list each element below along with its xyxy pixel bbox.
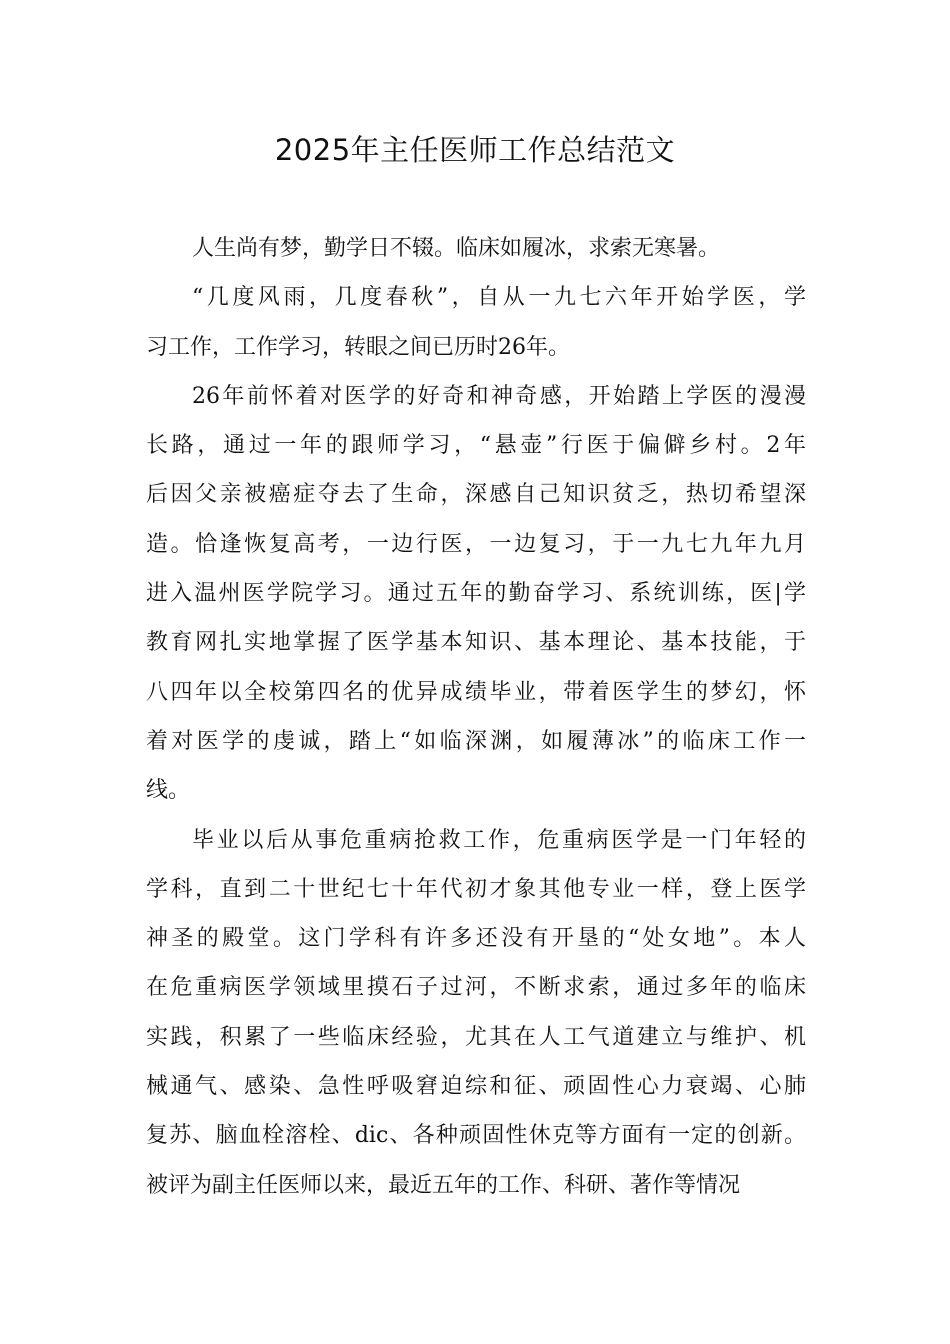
paragraph-line: 着对医学的虔诚，踏上“如临深渊，如履薄冰”的临床工作一: [146, 728, 806, 754]
paragraph-line: 26年前怀着对医学的好奇和神奇感，开始踏上学医的漫漫: [192, 383, 806, 409]
paragraph-line: 学科，直到二十世纪七十年代初才象其他专业一样，登上医学: [146, 876, 806, 902]
document-title: 2025年主任医师工作总结范文: [274, 133, 676, 167]
paragraph-line: 后因父亲被癌症夺去了生命，深感自己知识贫乏，热切希望深: [146, 482, 806, 508]
document-body: [146, 224, 806, 1210]
paragraph-line: 八四年以全校第四名的优异成绩毕业，带着医学生的梦幻，怀: [146, 679, 806, 705]
paragraph-line: 造。恰逢恢复高考，一边行医，一边复习，于一九七九年九月: [146, 531, 806, 557]
paragraph-line: 械通气、感染、急性呼吸窘迫综和征、顽固性心力衰竭、心肺: [146, 1074, 806, 1100]
paragraph-line: 神圣的殿堂。这门学科有许多还没有开垦的“处女地”。本人: [146, 926, 806, 952]
paragraph-line: 进入温州医学院学习。通过五年的勤奋学习、系统训练，医|学: [146, 581, 806, 607]
paragraph-line: 长路，通过一年的跟师学习，“悬壶”行医于偏僻乡村。2年: [146, 433, 806, 459]
paragraph-line: 习工作，工作学习，转眼之间已历时26年。: [146, 334, 570, 360]
paragraph-line: 人生尚有梦，勤学日不辍。临床如履冰，求索无寒暑。: [192, 236, 721, 261]
paragraph-line: 实践，积累了一些临床经验，尤其在人工气道建立与维护、机: [146, 1024, 806, 1050]
paragraph-line: 被评为副主任医师以来，最近五年的工作、科研、著作等情况: [146, 1172, 741, 1198]
paragraph-line: 教育网扎实地掌握了医学基本知识、基本理论、基本技能，于: [146, 630, 806, 656]
paragraph-line: “几度风雨，几度春秋”，自从一九七六年开始学医，学: [192, 285, 806, 311]
paragraph-line: 毕业以后从事危重病抢救工作，危重病医学是一门年轻的: [192, 827, 806, 853]
paragraph-line: 在危重病医学领域里摸石子过河，不断求索，通过多年的临床: [146, 975, 806, 1001]
paragraph-line: 线。: [146, 778, 191, 804]
paragraph-line: 复苏、脑血栓溶栓、dic、各种顽固性休克等方面有一定的创新。: [146, 1123, 806, 1149]
